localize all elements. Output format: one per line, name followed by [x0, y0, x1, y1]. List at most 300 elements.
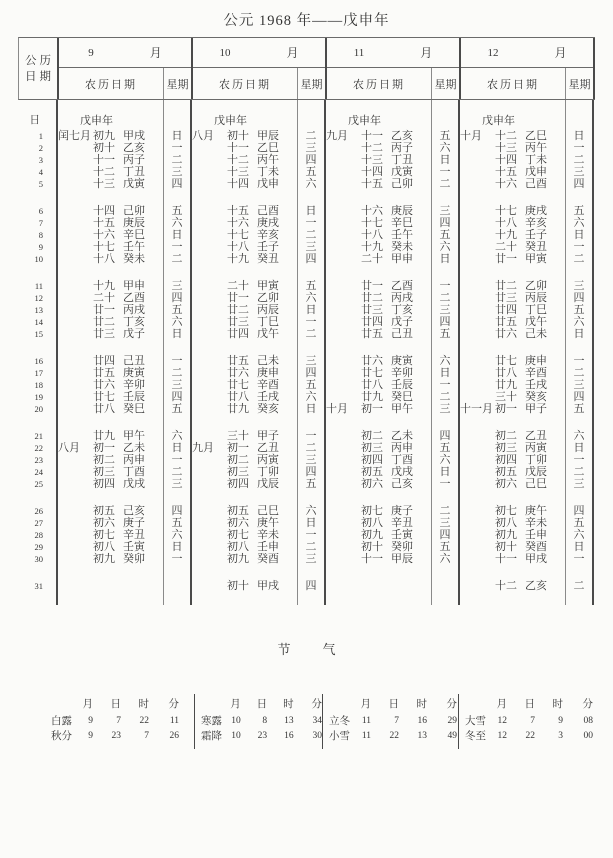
lunar-date-row [460, 166, 565, 178]
ganzhi-day: 辛卯 [391, 367, 413, 379]
weekday-value: 一 [573, 454, 585, 466]
lunar-day: 十一 [93, 154, 115, 166]
lunar-month-label [192, 142, 226, 154]
weekday-value: 二 [171, 367, 183, 379]
lunar-day: 初十 [361, 541, 383, 553]
lunar-day: 十七 [361, 217, 383, 229]
weekday-value: 二 [573, 154, 585, 166]
lunar-date-row [192, 355, 297, 367]
lunar-month-label [58, 580, 92, 592]
lunar-day: 十一 [361, 130, 383, 142]
lunar-day: 初五 [93, 505, 115, 517]
lunar-day: 初三 [93, 466, 115, 478]
lunar-day: 初六 [227, 517, 249, 529]
lunar-month-label [192, 154, 226, 166]
weekday-value: 六 [305, 292, 317, 304]
ganzhi-day: 甲戌 [123, 130, 145, 142]
lunar-day: 二十 [361, 253, 383, 265]
lunar-month-label [192, 280, 226, 292]
lunar-date-row [326, 292, 431, 304]
ganzhi-day: 庚寅 [123, 367, 145, 379]
weekday-value: 四 [439, 529, 451, 541]
lunar-day: 十三 [361, 154, 383, 166]
lunar-month-label [192, 553, 226, 565]
ganzhi-day: 乙亥 [525, 580, 547, 592]
lunar-day: 廿三 [495, 292, 517, 304]
lunar-row-group [58, 355, 163, 415]
lunar-date-row [326, 178, 431, 190]
lunar-month-label [326, 391, 360, 403]
weekday-value [432, 580, 458, 592]
weekday-value: 日 [439, 466, 451, 478]
lunar-day: 十二 [93, 166, 115, 178]
lunar-date-row [460, 466, 565, 478]
solar-term-value: 16 [284, 731, 294, 741]
lunar-date-row [58, 355, 163, 367]
solar-term-group [322, 694, 458, 749]
lunar-date-row [58, 142, 163, 154]
lunar-day: 二十 [495, 241, 517, 253]
solar-term-name-spacer [51, 697, 77, 712]
lunar-month-label [192, 403, 226, 415]
lunar-month-label: 八月 [192, 130, 214, 142]
lunar-date-row [460, 130, 565, 142]
ganzhi-day: 壬午 [391, 229, 413, 241]
day-number: 19 [34, 392, 43, 402]
lunar-date-row [460, 316, 565, 328]
solar-term-row [51, 714, 194, 729]
lunar-date-row [58, 379, 163, 391]
lunar-month-label [326, 304, 360, 316]
weekday-value: 六 [171, 217, 183, 229]
weekday-value: 五 [171, 517, 183, 529]
lunar-day: 廿四 [495, 304, 517, 316]
lunar-row-group [460, 280, 565, 340]
solar-term-name: 白露 [51, 716, 72, 727]
weekday-value: 六 [573, 430, 585, 442]
lunar-day: 廿三 [361, 304, 383, 316]
month-number: 9 [88, 46, 94, 59]
lunar-day: 初四 [361, 454, 383, 466]
weekday-value: 一 [171, 241, 183, 253]
lunar-date-row [460, 253, 565, 265]
weekday-value: 二 [439, 505, 451, 517]
lunar-date-row [326, 553, 431, 565]
day-number: 30 [34, 554, 43, 564]
lunar-day: 初七 [93, 529, 115, 541]
solar-term-row [465, 714, 595, 729]
weekday-value: 四 [573, 178, 585, 190]
lunar-month-label [58, 217, 92, 229]
lunar-month-label: 十月 [460, 130, 482, 142]
lunar-date-row [58, 367, 163, 379]
ganzhi-day: 壬子 [525, 229, 547, 241]
gregorian-date-corner-header [19, 38, 59, 99]
lunar-month-label [58, 466, 92, 478]
lunar-date-row [58, 241, 163, 253]
weekday-value: 二 [305, 229, 317, 241]
lunar-month-label [192, 217, 226, 229]
weekday-header: 星期 [565, 68, 593, 99]
lunar-month-label [326, 142, 360, 154]
weekday-value: 三 [573, 478, 585, 490]
lunar-date-row [326, 391, 431, 403]
lunar-day: 廿六 [227, 367, 249, 379]
day-number: 11 [34, 281, 43, 291]
lunar-month-label [58, 292, 92, 304]
lunar-date-row [192, 391, 297, 403]
weekday-value: 四 [305, 154, 317, 166]
lunar-date-column [58, 100, 164, 605]
ganzhi-day: 丁亥 [123, 316, 145, 328]
solar-term-value: 30 [312, 731, 322, 741]
weekday-value: 二 [305, 541, 317, 553]
lunar-date-row [58, 391, 163, 403]
lunar-date-row [326, 517, 431, 529]
lunar-date-row [460, 442, 565, 454]
weekday-value: 三 [305, 241, 317, 253]
lunar-day: 廿四 [93, 355, 115, 367]
lunar-date-row [192, 517, 297, 529]
solar-term-col-header: 分 [168, 699, 179, 710]
lunar-row-group [192, 130, 297, 190]
lunar-day: 廿八 [227, 391, 249, 403]
lunar-date-row [460, 553, 565, 565]
lunar-month-label [58, 454, 92, 466]
lunar-day: 初十 [93, 142, 115, 154]
lunar-month-label: 九月 [326, 130, 348, 142]
lunar-day: 十二 [361, 142, 383, 154]
lunar-month-label [58, 229, 92, 241]
ganzhi-day: 乙未 [123, 442, 145, 454]
day-number: 15 [34, 329, 43, 339]
day-number: 3 [38, 155, 43, 165]
lunar-date-row [326, 241, 431, 253]
ganzhi-day: 甲午 [123, 430, 145, 442]
lunar-month-label [192, 253, 226, 265]
year-label: 戊申年 [214, 115, 247, 127]
weekday-value: 六 [573, 529, 585, 541]
ganzhi-day: 癸酉 [257, 553, 279, 565]
ganzhi-day: 丙寅 [257, 454, 279, 466]
lunar-date-row [326, 205, 431, 217]
ganzhi-day: 戊辰 [525, 466, 547, 478]
ganzhi-day: 戊申 [257, 178, 279, 190]
lunar-day: 廿九 [361, 391, 383, 403]
day-number: 17 [34, 368, 43, 378]
lunar-date-row [460, 154, 565, 166]
lunar-day: 十六 [227, 217, 249, 229]
weekday-row-group [432, 205, 458, 265]
lunar-month-label [326, 454, 360, 466]
ganzhi-day: 己丑 [391, 328, 413, 340]
weekday-row-group [432, 505, 458, 565]
lunar-day: 廿六 [93, 379, 115, 391]
lunar-day: 二十 [93, 292, 115, 304]
lunar-month-label [192, 505, 226, 517]
lunar-day: 廿九 [495, 379, 517, 391]
weekday-value: 五 [171, 205, 183, 217]
lunar-day: 廿五 [93, 367, 115, 379]
weekday-value: 三 [439, 517, 451, 529]
lunar-month-label [58, 541, 92, 553]
lunar-day: 初六 [361, 478, 383, 490]
day-number: 2 [38, 143, 43, 153]
lunar-date-row [58, 292, 163, 304]
weekday-value: 五 [171, 403, 183, 415]
solar-term-group [45, 694, 194, 749]
lunar-month-label: 八月 [58, 442, 80, 454]
solar-term-value: 00 [583, 731, 593, 741]
lunar-month-label [326, 178, 360, 190]
lunar-month-label [192, 478, 226, 490]
lunar-month-label [192, 454, 226, 466]
lunar-date-row [326, 454, 431, 466]
lunar-day: 廿八 [93, 403, 115, 415]
lunar-month-label [460, 304, 494, 316]
lunar-month-label [326, 553, 360, 565]
lunar-date-row [326, 379, 431, 391]
ganzhi-day: 丙戌 [391, 292, 413, 304]
weekday-value: 一 [305, 529, 317, 541]
weekday-value: 四 [305, 367, 317, 379]
weekday-value: 二 [305, 442, 317, 454]
lunar-date-row [58, 166, 163, 178]
lunar-month-label [58, 166, 92, 178]
month-group-header-9 [59, 38, 193, 99]
lunar-row-group [58, 205, 163, 265]
lunar-row-group [192, 505, 297, 565]
lunar-day: 初四 [227, 478, 249, 490]
ganzhi-day: 庚辰 [391, 205, 413, 217]
weekday-value: 日 [439, 367, 451, 379]
ganzhi-day: 壬申 [257, 541, 279, 553]
lunar-month-label [192, 541, 226, 553]
weekday-value: 五 [439, 541, 451, 553]
lunar-date-row [460, 229, 565, 241]
month-suffix: 月 [149, 46, 162, 60]
lunar-date-row [460, 517, 565, 529]
weekday-value: 日 [573, 541, 585, 553]
lunar-date-row [58, 178, 163, 190]
weekday-value: 二 [171, 253, 183, 265]
weekday-row-group [164, 505, 190, 565]
lunar-day: 廿九 [93, 430, 115, 442]
solar-term-value: 11 [169, 716, 179, 726]
lunar-day: 十一 [227, 142, 249, 154]
lunar-date-row [460, 367, 565, 379]
lunar-date-header: 农历日期 [353, 78, 405, 91]
lunar-day: 十二 [227, 154, 249, 166]
lunar-month-label [326, 505, 360, 517]
solar-term-name: 冬至 [465, 731, 486, 742]
solar-term-name: 立冬 [329, 716, 350, 727]
month-suffix: 月 [420, 46, 433, 60]
lunar-day: 十八 [227, 241, 249, 253]
day-number: 6 [38, 206, 43, 216]
month-group-header-11 [327, 38, 461, 99]
weekday-value: 三 [439, 304, 451, 316]
lunar-month-label [58, 142, 92, 154]
ganzhi-day: 乙酉 [391, 280, 413, 292]
lunar-day: 初十 [227, 580, 249, 592]
weekday-header-spacer [164, 115, 190, 127]
weekday-value [164, 580, 190, 592]
ganzhi-day: 丁酉 [123, 466, 145, 478]
lunar-month-label [58, 316, 92, 328]
lunar-date-row [326, 217, 431, 229]
weekday-value: 二 [171, 466, 183, 478]
lunar-month-label [58, 553, 92, 565]
day-number: 12 [34, 293, 43, 303]
month-title-11 [327, 38, 459, 68]
ganzhi-day: 辛酉 [257, 379, 279, 391]
ganzhi-day: 庚戌 [257, 217, 279, 229]
ganzhi-day: 辛未 [525, 517, 547, 529]
lunar-date-row [460, 529, 565, 541]
lunar-month-label [326, 253, 360, 265]
weekday-value: 一 [439, 478, 451, 490]
ganzhi-day: 庚申 [257, 367, 279, 379]
weekday-value: 一 [305, 430, 317, 442]
lunar-month-label [192, 355, 226, 367]
lunar-date-row [460, 478, 565, 490]
lunar-month-label [460, 466, 494, 478]
day-row-group [18, 430, 56, 490]
solar-term-value: 10 [231, 731, 241, 741]
lunar-day: 十四 [227, 178, 249, 190]
lunar-month-label [58, 529, 92, 541]
ganzhi-day: 壬辰 [391, 379, 413, 391]
lunar-month-label [58, 154, 92, 166]
weekday-value: 五 [439, 229, 451, 241]
solar-term-row [51, 729, 194, 744]
lunar-month-label [58, 280, 92, 292]
lunar-date-row [192, 205, 297, 217]
weekday-header: 星期 [163, 68, 191, 99]
weekday-value: 一 [573, 355, 585, 367]
solar-term-col-header: 分 [311, 699, 322, 710]
lunar-date-row [460, 304, 565, 316]
weekday-value: 一 [439, 166, 451, 178]
lunar-date-row [58, 280, 163, 292]
lunar-month-label [460, 292, 494, 304]
solar-term-name: 寒露 [201, 716, 222, 727]
ganzhi-day: 丙子 [391, 142, 413, 154]
lunar-month-label [460, 142, 494, 154]
day-number: 16 [34, 356, 43, 366]
lunar-date-row [58, 580, 163, 592]
weekday-row-group [164, 355, 190, 415]
lunar-day: 初八 [361, 517, 383, 529]
lunar-month-label [58, 241, 92, 253]
lunar-day: 初一 [227, 442, 249, 454]
solar-term-value: 7 [530, 716, 535, 726]
lunar-month-label [58, 304, 92, 316]
solar-terms-title: 节气 [277, 642, 368, 657]
lunar-month-label [58, 367, 92, 379]
weekday-row-group [432, 130, 458, 190]
weekday-value: 六 [171, 316, 183, 328]
weekday-value: 四 [171, 178, 183, 190]
lunar-month-label [326, 367, 360, 379]
solar-term-name-spacer [329, 697, 355, 712]
weekday-value: 三 [305, 553, 317, 565]
lunar-date-row [326, 142, 431, 154]
lunar-date-row [460, 430, 565, 442]
ganzhi-day: 癸丑 [257, 253, 279, 265]
lunar-date-row [192, 229, 297, 241]
ganzhi-day: 丁丑 [391, 154, 413, 166]
lunar-date-row [326, 130, 431, 142]
ganzhi-day: 壬寅 [123, 541, 145, 553]
solar-term-col-header: 月 [230, 699, 241, 710]
weekday-value: 五 [573, 304, 585, 316]
lunar-month-label [460, 367, 494, 379]
lunar-day: 三十 [227, 430, 249, 442]
solar-term-col-header: 日 [524, 699, 535, 710]
lunar-day: 十二 [495, 580, 517, 592]
weekday-value: 日 [305, 403, 317, 415]
lunar-day: 廿五 [495, 316, 517, 328]
weekday-row-group [164, 430, 190, 490]
lunar-date-row [192, 241, 297, 253]
ganzhi-day: 庚午 [525, 505, 547, 517]
weekday-value: 六 [439, 454, 451, 466]
day-number: 22 [34, 443, 43, 453]
ganzhi-day: 丁卯 [257, 466, 279, 478]
day-number: 13 [34, 305, 43, 315]
lunar-date-row [192, 541, 297, 553]
lunar-date-row [192, 403, 297, 415]
weekday-value: 二 [171, 154, 183, 166]
lunar-month-label [326, 580, 360, 592]
lunar-date-row [460, 379, 565, 391]
lunar-day: 初十 [227, 130, 249, 142]
lunar-date-row [192, 478, 297, 490]
ganzhi-day: 壬戌 [525, 379, 547, 391]
ganzhi-day: 乙亥 [391, 130, 413, 142]
lunar-month-label [460, 580, 494, 592]
weekday-value: 五 [171, 304, 183, 316]
ganzhi-day: 己巳 [525, 478, 547, 490]
weekday-value: 二 [573, 466, 585, 478]
lunar-date-row [58, 541, 163, 553]
ganzhi-day: 甲申 [123, 280, 145, 292]
ganzhi-day: 己巳 [257, 505, 279, 517]
ganzhi-day: 乙巳 [257, 142, 279, 154]
ganzhi-day: 庚申 [525, 355, 547, 367]
lunar-month-label [460, 430, 494, 442]
weekday-value: 一 [171, 454, 183, 466]
weekday-value: 五 [439, 328, 451, 340]
weekday-value: 四 [439, 316, 451, 328]
lunar-date-row [460, 292, 565, 304]
weekday-row-group [298, 205, 324, 265]
lunar-date-row [58, 529, 163, 541]
ganzhi-day: 癸酉 [525, 541, 547, 553]
lunar-month-label [192, 316, 226, 328]
ganzhi-day: 辛酉 [525, 367, 547, 379]
solar-term-group [458, 694, 595, 749]
lunar-month-label: 闰七月 [58, 130, 91, 142]
lunar-date-row [326, 367, 431, 379]
ganzhi-day: 癸亥 [525, 391, 547, 403]
lunar-day: 十二 [495, 130, 517, 142]
day-number: 8 [38, 230, 43, 240]
lunar-date-row [192, 379, 297, 391]
solar-term-value: 34 [312, 716, 322, 726]
